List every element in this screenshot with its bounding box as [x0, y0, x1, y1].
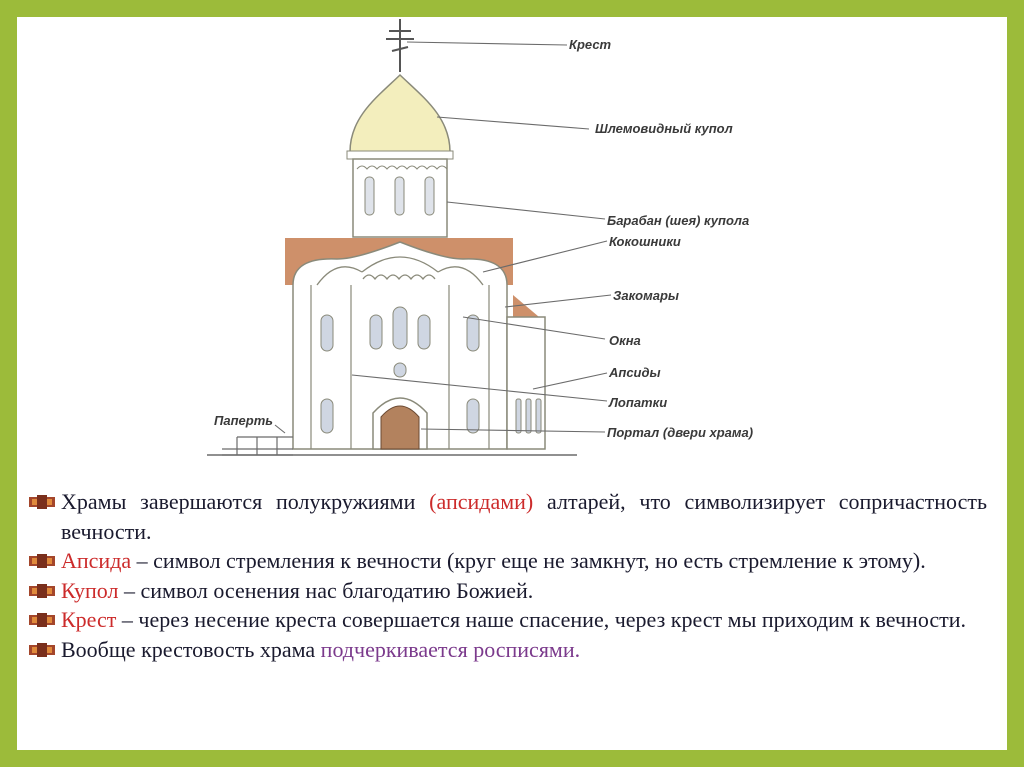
- label-lopatki: Лопатки: [609, 395, 668, 410]
- bullet-item: [29, 635, 987, 665]
- bullet-item: [29, 605, 987, 635]
- bullet-highlight: (апсидами): [429, 489, 534, 514]
- bullet-highlight: Апсида: [61, 548, 132, 573]
- bullet-marker-icon: [29, 584, 55, 598]
- label-papert: Паперть: [214, 413, 273, 428]
- bullet-text: Храмы завершаются полукружиями: [61, 489, 430, 514]
- label-kokoshniki: Кокошники: [609, 234, 681, 249]
- bullet-text: – символ стремления к вечности (круг еще не замкнут, но есть стремление к этому).: [131, 548, 926, 573]
- church-diagram: [17, 17, 1007, 467]
- porch-shape: [222, 437, 293, 455]
- bullet-list: [29, 487, 987, 664]
- label-okna: Окна: [609, 333, 641, 348]
- bullet-item: [29, 546, 987, 576]
- label-zakomary: Закомары: [613, 288, 680, 303]
- bullet-text: – символ осенения нас благодатию Божией.: [118, 577, 534, 603]
- bullet-text: Вообще крестовость храма: [61, 636, 321, 662]
- bullet-marker-icon: [29, 643, 55, 657]
- cross-icon: [386, 19, 414, 72]
- bullet-text: алтарей, что символизирует сопричастность вечности.: [61, 489, 988, 544]
- label-portal: Портал (двери храма): [607, 425, 754, 440]
- label-krest: Крест: [569, 37, 612, 52]
- bullet-highlight: Купол: [61, 577, 119, 603]
- bullet-highlight: подчеркивается росписями.: [320, 636, 581, 662]
- dome-shape: [350, 75, 450, 152]
- label-baraban: Барабан (шея) купола: [607, 213, 750, 228]
- bullet-item: [29, 487, 987, 546]
- bullet-text: – через несение креста совершается наше спасение, через крест мы приходим к вечности.: [116, 607, 967, 632]
- slide: [17, 17, 1007, 750]
- label-kupol: Шлемовидный купол: [595, 121, 733, 136]
- label-apsidy: Апсиды: [609, 365, 661, 380]
- bullet-highlight: Крест: [61, 607, 117, 632]
- bullet-marker-icon: [29, 554, 55, 568]
- bullet-marker-icon: [29, 495, 55, 509]
- bullet-marker-icon: [29, 613, 55, 627]
- bullet-item: [29, 576, 987, 606]
- portal-shape: [373, 398, 427, 449]
